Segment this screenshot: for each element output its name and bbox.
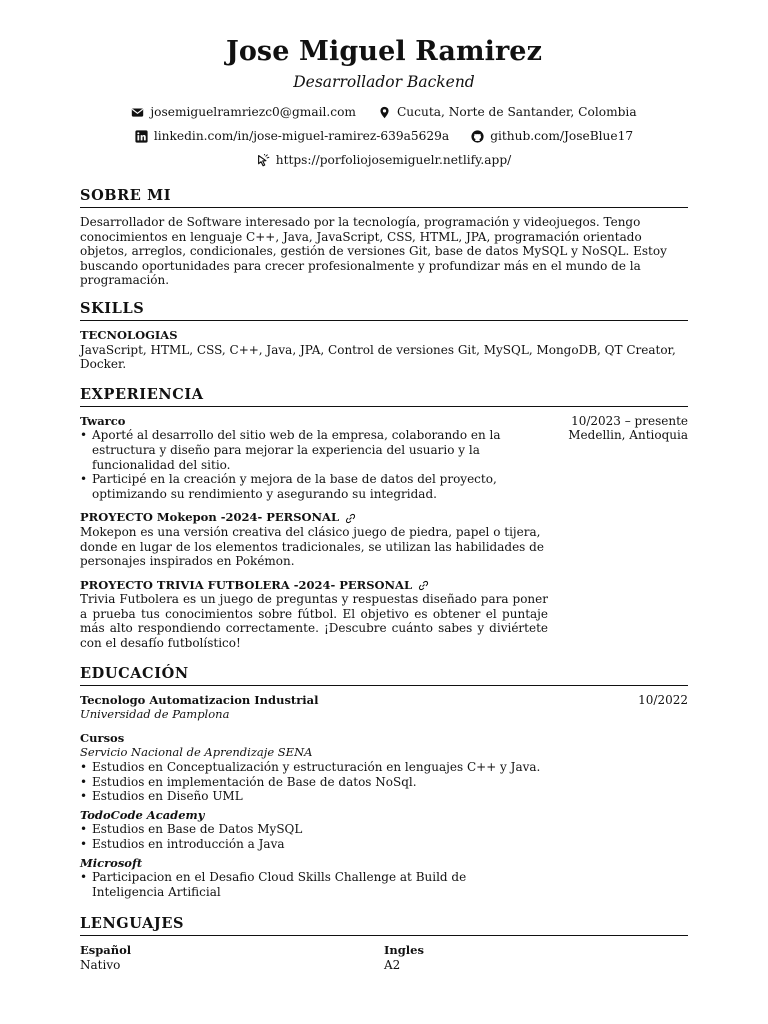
- envelope-icon: [131, 106, 144, 119]
- list-item: • Estudios en introducción a Java: [80, 837, 688, 852]
- contact-line-1: [80, 103, 688, 121]
- degree-entry: [80, 693, 688, 722]
- link-icon[interactable]: [418, 580, 429, 591]
- link-icon[interactable]: [345, 513, 356, 524]
- contact-location: [378, 103, 637, 121]
- github-text: github.com/JoseBlue17: [490, 129, 634, 143]
- contact-github[interactable]: [471, 127, 633, 145]
- list-item: • Estudios en implementación de Base de datos NoSql.: [80, 775, 688, 790]
- list-item: • Aporté al desarrollo del sitio web de la empresa, colaborando en la estructura y diseño para mejorar la experiencia del usuario y la funcionalidad del sitio.: [80, 428, 548, 472]
- list-item: • Estudios en Conceptualización y estructuración en lenguajes C++ y Java.: [80, 760, 688, 775]
- skills-subtitle: TECNOLOGIAS: [80, 327, 178, 342]
- list-item: • Estudios en Base de Datos MySQL: [80, 822, 688, 837]
- linkedin-text: linkedin.com/in/jose-miguel-ramirez-639a5629a: [153, 129, 450, 143]
- degree-school: Universidad de Pamplona: [80, 707, 230, 722]
- courses-title: Cursos: [80, 730, 125, 745]
- courses-block: [80, 731, 688, 900]
- language-item: [80, 943, 384, 972]
- language-name: Ingles: [384, 943, 424, 958]
- skills-text: JavaScript, HTML, CSS, C++, Java, JPA, Control de versiones Git, MySQL, MongoDB, QT Creator, Docker.: [80, 342, 676, 372]
- job-company: Twarco: [80, 413, 126, 428]
- language-level: Nativo: [80, 957, 121, 972]
- education-section: [80, 665, 688, 900]
- portfolio-cursor-icon: [257, 154, 270, 167]
- list-item: • Estudios en Diseño UML: [80, 789, 688, 804]
- language-name: Español: [80, 943, 132, 958]
- portfolio-text: https://porfoliojosemiguelr.netlify.app/: [275, 153, 512, 167]
- job-place: Medellin, Antioquia: [568, 428, 688, 443]
- project-trivia-title: PROYECTO TRIVIA FUTBOLERA -2024- PERSONAL: [80, 577, 413, 592]
- microsoft-bullets: [80, 870, 500, 899]
- todocode-bullets: [80, 822, 688, 851]
- candidate-name: Jose Miguel Ramirez: [225, 36, 543, 67]
- contact-line-3: [80, 151, 688, 169]
- job-entry: [80, 414, 688, 502]
- microsoft-title: Microsoft: [80, 855, 143, 870]
- contact-linkedin[interactable]: [135, 127, 449, 145]
- contact-portfolio[interactable]: [257, 151, 512, 169]
- sena-bullets: [80, 760, 688, 804]
- languages-title: LENGUAJES: [80, 915, 688, 936]
- about-section: [80, 187, 688, 288]
- skills-section: [80, 300, 688, 372]
- project-trivia: [80, 578, 688, 651]
- education-title: EDUCACIÓN: [80, 665, 688, 686]
- project-mokepon-text: Mokepon es una versión creativa del clásico juego de piedra, papel o tijera, donde en lugar de los elementos tradicionales, se utilizan las habilidades de personajes inspirados en Pokémon.: [80, 524, 544, 569]
- job-date: 10/2023 – presente: [571, 413, 688, 428]
- skills-title: SKILLS: [80, 300, 688, 321]
- github-icon: [471, 130, 484, 143]
- project-mokepon: [80, 510, 688, 568]
- about-title: SOBRE MI: [80, 187, 688, 208]
- list-item: • Participé en la creación y mejora de la base de datos del proyecto, optimizando su rendimiento y asegurando su integridad.: [80, 472, 548, 501]
- todocode-title: TodoCode Academy: [80, 807, 205, 822]
- experience-title: EXPERIENCIA: [80, 386, 688, 407]
- experience-section: [80, 386, 688, 651]
- job-bullets: [80, 428, 548, 501]
- contact-line-2: [80, 127, 688, 145]
- contact-email[interactable]: [131, 103, 356, 121]
- project-mokepon-title: PROYECTO Mokepon -2024- PERSONAL: [80, 510, 340, 525]
- location-text: Cucuta, Norte de Santander, Colombia: [396, 105, 637, 119]
- degree-title: Tecnologo Automatizacion Industrial: [80, 692, 319, 707]
- linkedin-icon: [135, 130, 148, 143]
- degree-date: 10/2022: [638, 692, 688, 707]
- location-pin-icon: [378, 106, 391, 119]
- project-trivia-text: Trivia Futbolera es un juego de preguntas y respuestas diseñado para poner a prueba tus conocimientos sobre fútbol. El objetivo es obtener el puntaje más alto respondiendo correctamente. ¡Descubre cuánto sabes y diviértete con el desafío futbolístico!: [80, 592, 548, 651]
- sena-title: Servicio Nacional de Aprendizaje SENA: [80, 745, 313, 760]
- language-item: [384, 943, 688, 972]
- language-level: A2: [384, 957, 401, 972]
- list-item: • Participacion en el Desafio Cloud Skills Challenge at Build de Inteligencia Artificial: [80, 870, 500, 899]
- about-text: Desarrollador de Software interesado por la tecnología, programación y videojuegos. Tengo conocimientos en lenguaje C++, Java, JavaScript, CSS, HTML, JPA, programación orientado objetos, arreglos, condicionales, gestión de versiones Git, base de datos MySQL y NoSQL. Estoy buscando oportunidades para crecer profesionalmente y profundizar más en el mundo de la programación.: [80, 215, 667, 288]
- candidate-role: Desarrollador Backend: [293, 73, 475, 91]
- email-text: josemiguelramriezc0@gmail.com: [150, 105, 356, 119]
- languages-section: [80, 915, 688, 972]
